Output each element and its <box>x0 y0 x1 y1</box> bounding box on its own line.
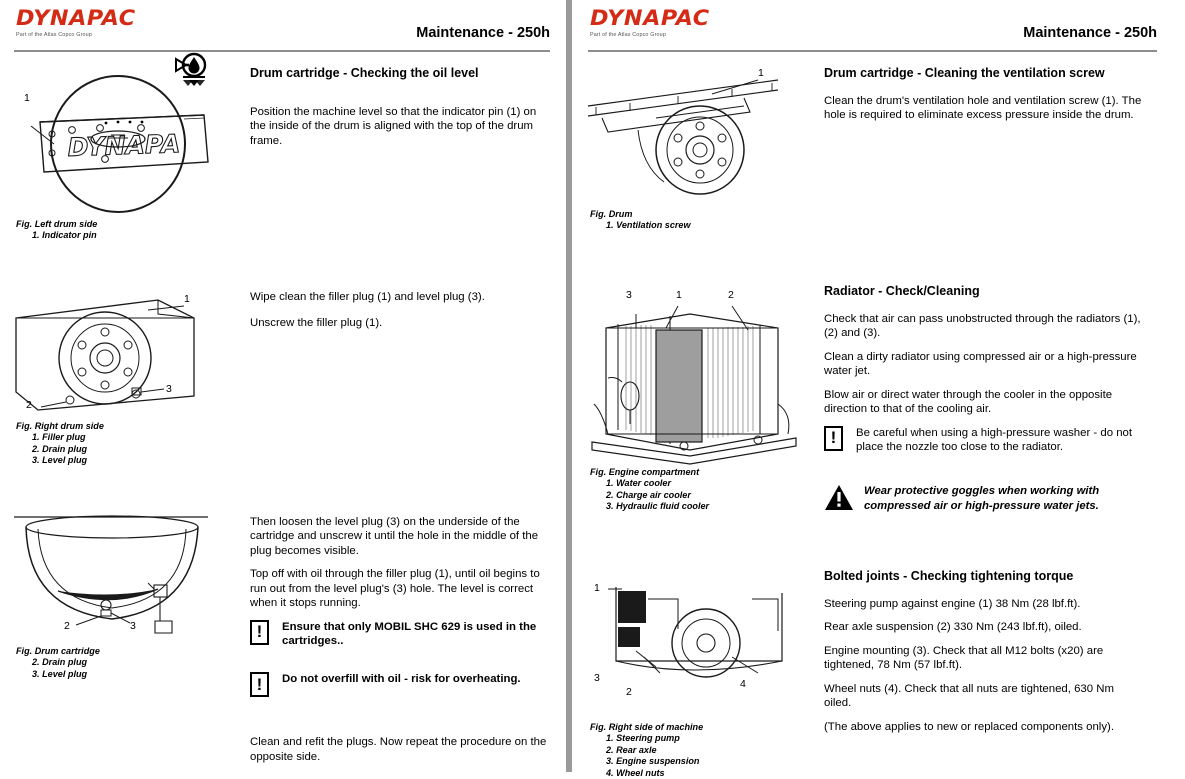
section-filler-plug <box>8 288 552 467</box>
callout-3: 3 <box>594 671 600 684</box>
paragraph: Then loosen the level plug (3) on the underside of the cartridge and unscrew it until the hole in the middle of the plug becomes visible. <box>250 515 539 557</box>
section-title: Radiator - Check/Cleaning <box>824 283 980 298</box>
notice-text: Do not overfill with oil - risk for overheating. <box>282 673 521 686</box>
section-title: Bolted joints - Checking tightening torque <box>824 568 1074 583</box>
section-oil-level <box>8 66 552 242</box>
caution-notice <box>824 426 1144 455</box>
brand-name: DYNAPAC <box>16 6 136 30</box>
brand-tagline: Part of the Atlas Copco Group <box>16 32 92 38</box>
oil-can-icon <box>165 48 217 90</box>
page-divider <box>562 0 574 772</box>
notice-text: Ensure that only MOBIL SHC 629 is used in the cartridges.. <box>282 620 537 647</box>
paragraph: Blow air or direct water through the cooler in the opposite direction to that of the cooling air. <box>824 388 1113 416</box>
figure-caption: Fig. Right drum side 1. Filler plug 2. Drain plug 3. Level plug <box>16 421 240 467</box>
figure-caption: Fig. Engine compartment 1. Water cooler 2. Charge air cooler 3. Hydraulic fluid cooler <box>590 467 814 513</box>
paragraph: (The above applies to new or replaced components only). <box>824 720 1114 733</box>
paragraph: Engine mounting (3). Check that all M12 bolts (x20) are tightened, 78 Nm (57 lbf.ft). <box>824 644 1104 672</box>
figure-drum-ventilation <box>582 66 814 232</box>
callout-3: 3 <box>626 288 632 301</box>
left-page-header <box>8 0 552 52</box>
header-rule <box>14 50 550 52</box>
caption-item: 2. Drain plug <box>32 443 88 454</box>
page-title: Maintenance - 250h <box>416 25 550 41</box>
figure-engine-compartment <box>582 284 814 525</box>
warning-triangle-icon <box>824 484 854 511</box>
svg-text:DYNAPA: DYNAPA <box>67 129 181 162</box>
right-page <box>574 0 1185 778</box>
exclamation-icon: ! <box>824 426 843 451</box>
dynapac-logo <box>590 6 710 38</box>
caption-item: 1. Water cooler <box>606 478 672 489</box>
caution-notice <box>250 672 552 697</box>
section-ventilation-screw <box>582 66 1159 232</box>
callout-2: 2 <box>26 398 32 411</box>
left-page <box>0 0 562 772</box>
caption-item: 2. Drain plug <box>32 657 88 668</box>
callout-2: 2 <box>728 288 734 301</box>
paragraph: Clean a dirty radiator using compressed air or a high-pressure water jet. <box>824 350 1137 378</box>
section-title: Drum cartridge - Checking the oil level <box>250 66 479 80</box>
figure-drum-cartridge <box>8 513 240 776</box>
caption-item: 3. Hydraulic fluid cooler <box>606 501 710 512</box>
brand-name: DYNAPAC <box>590 6 710 30</box>
paragraph: Top off with oil through the filler plug (1), until oil begins to run out from the level plug's (3) hole. The level is correct when it stops running. <box>250 568 540 610</box>
figure-right-side-of-machine <box>582 569 814 779</box>
caption-item: 1. Filler plug <box>32 432 86 443</box>
figure-caption: Fig. Drum 1. Ventilation screw <box>590 209 814 232</box>
warning-text: Wear protective goggles when working with compressed air or high-pressure water jets. <box>864 485 1100 512</box>
paragraph: Unscrew the filler plug (1). <box>250 317 383 330</box>
paragraph: Clean and refit the plugs. Now repeat the procedure on the opposite side. <box>250 736 547 763</box>
section-level-plug <box>8 513 552 776</box>
brand-tagline: Part of the Atlas Copco Group <box>590 32 666 38</box>
header-rule <box>588 50 1157 52</box>
caption-item: 1. Steering pump <box>606 733 680 744</box>
section-bolted-joints <box>582 569 1159 779</box>
section-radiator <box>582 284 1159 525</box>
caution-notice <box>250 620 552 649</box>
paragraph: Position the machine level so that the indicator pin (1) on the inside of the drum is aligned with the top of the drum frame. <box>250 106 537 147</box>
callout-4: 4 <box>740 677 746 690</box>
caption-item: 2. Rear axle <box>606 744 657 755</box>
figure-left-drum-side <box>8 66 240 242</box>
caption-item: 1. Indicator pin <box>32 230 97 241</box>
notice-text: Be careful when using a high-pressure washer - do not place the nozzle too close to the radiator. <box>856 426 1133 454</box>
caption-item: 3. Engine suspension <box>606 756 700 767</box>
caption-item: 3. Level plug <box>32 668 88 679</box>
paragraph: Clean the drum's ventilation hole and ventilation screw (1). The hole is required to eliminate excess pressure inside the drum. <box>824 95 1142 122</box>
caption-item: 2. Charge air cooler <box>606 489 691 500</box>
figure-caption: Fig. Right side of machine 1. Steering pump 2. Rear axle 3. Engine suspension 4. Wheel nuts <box>590 722 814 779</box>
dynapac-logo <box>16 6 136 38</box>
callout-1: 1 <box>676 288 682 301</box>
paragraph: Check that air can pass unobstructed through the radiators (1), (2) and (3). <box>824 312 1141 340</box>
section-title: Drum cartridge - Cleaning the ventilation screw <box>824 66 1105 80</box>
callout-3: 3 <box>130 619 136 632</box>
caption-item: 4. Wheel nuts <box>606 767 665 778</box>
callout-1: 1 <box>184 292 190 305</box>
figure-caption: Fig. Left drum side 1. Indicator pin <box>16 219 240 242</box>
figure-caption: Fig. Drum cartridge 2. Drain plug 3. Level plug <box>16 646 240 680</box>
callout-3: 3 <box>166 382 172 395</box>
caption-item: 1. Ventilation screw <box>606 220 691 231</box>
callout-2: 2 <box>626 685 632 698</box>
paragraph: Wipe clean the filler plug (1) and level plug (3). <box>250 290 485 303</box>
caption-item: 3. Level plug <box>32 455 88 466</box>
callout-1: 1 <box>594 581 600 594</box>
right-page-header <box>582 0 1159 52</box>
callout-1: 1 <box>24 92 30 104</box>
exclamation-icon: ! <box>250 672 269 697</box>
paragraph: Rear axle suspension (2) 330 Nm (243 lbf.ft), oiled. <box>824 621 1082 634</box>
paragraph: Steering pump against engine (1) 38 Nm (28 lbf.ft). <box>824 597 1081 610</box>
exclamation-icon: ! <box>250 620 269 645</box>
callout-2: 2 <box>64 619 70 632</box>
page-title: Maintenance - 250h <box>1023 25 1157 41</box>
paragraph: Wheel nuts (4). Check that all nuts are tightened, 630 Nm oiled. <box>824 682 1114 710</box>
warning-notice <box>824 484 1144 512</box>
callout-1: 1 <box>758 67 764 79</box>
figure-right-drum-side <box>8 288 240 467</box>
